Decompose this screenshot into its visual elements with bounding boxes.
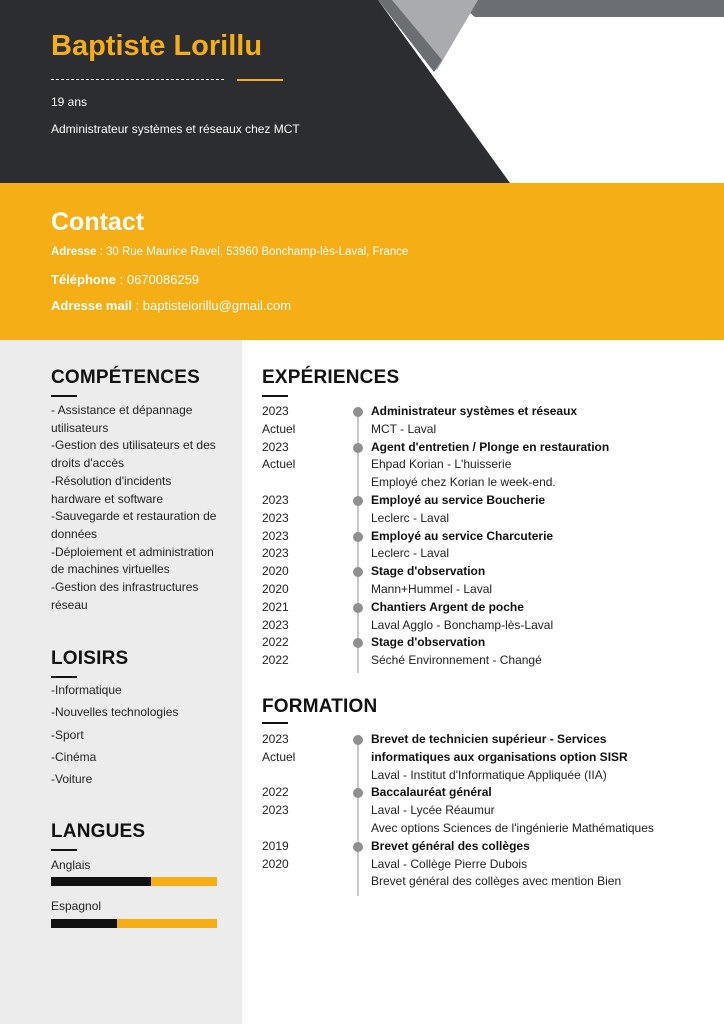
competence-line: -Déploiement et administration <box>51 544 214 559</box>
competence-line: -Gestion des utilisateurs et des <box>51 438 216 453</box>
timeline-entry-title: Agent d'entretien / Plonge en restauration <box>371 439 610 454</box>
timeline-dot <box>353 407 363 417</box>
timeline-date: Actuel <box>262 457 296 472</box>
competence-line: de machines virtuelles <box>51 562 170 577</box>
candidate-job-title: Administrateur systèmes et réseaux chez MCT <box>51 122 300 136</box>
langues-rule <box>51 849 77 851</box>
timeline-date: 2023 <box>262 732 289 746</box>
timeline-entry-title: Stage d'observation <box>371 635 486 650</box>
timeline-date: 2021 <box>262 599 289 614</box>
address-label: Adresse <box>51 246 97 258</box>
timeline-entry-detail: Employé chez Korian le week-end. <box>371 475 556 490</box>
timeline-dot <box>353 443 363 453</box>
timeline-date: Actuel <box>262 421 296 436</box>
timeline-entry-title: Brevet général des collèges <box>371 838 530 853</box>
formation-timeline-line <box>357 738 359 896</box>
name-divider <box>51 79 224 80</box>
timeline-date: 2023 <box>262 510 289 525</box>
timeline-dot <box>353 496 363 506</box>
timeline-entry-title: Chantiers Argent de poche <box>371 599 524 614</box>
language-level-bar-espagnol <box>51 919 217 928</box>
competence-line: hardware et software <box>51 491 164 506</box>
loisirs-rule <box>51 676 77 678</box>
loisir-item: -Voiture <box>51 772 93 787</box>
timeline-date: 2023 <box>262 439 289 454</box>
timeline-date: 2022 <box>262 653 289 668</box>
timeline-date: 2023 <box>262 803 289 818</box>
contact-phone <box>51 272 199 287</box>
loisir-item: -Cinéma <box>51 749 97 764</box>
language-name-espagnol: Espagnol <box>51 899 102 913</box>
cv-header <box>0 0 724 183</box>
timeline-entry-detail: MCT - Laval <box>371 421 437 436</box>
timeline-entry-detail: Brevet général des collèges avec mention Bien <box>371 874 622 889</box>
candidate-name: Baptiste Lorillu <box>51 30 263 62</box>
timeline-date: 2020 <box>262 581 289 596</box>
timeline-date: 2022 <box>262 635 289 650</box>
contact-email <box>51 298 291 313</box>
timeline-entry-detail: Leclerc - Laval <box>371 510 450 525</box>
language-level-fill <box>51 877 151 886</box>
competences-rule <box>51 395 77 397</box>
timeline-date: 2023 <box>262 617 289 632</box>
experiences-rule <box>262 395 288 397</box>
loisir-item: -Nouvelles technologies <box>51 705 179 720</box>
timeline-dot <box>353 842 363 852</box>
timeline-dot <box>353 735 363 745</box>
competence-line: - Assistance et dépannage <box>51 403 193 417</box>
language-name-anglais: Anglais <box>51 858 91 872</box>
timeline-dot <box>353 603 363 613</box>
competence-line: données <box>51 526 98 541</box>
timeline-entry-title: informatiques aux organisations option SISR <box>371 749 628 764</box>
candidate-age: 19 ans <box>51 95 88 109</box>
timeline-entry-detail: Séché Environnement - Changé <box>371 653 542 668</box>
timeline-entry-detail: Mann+Hummel - Laval <box>371 581 493 596</box>
competence-line: droits d'accès <box>51 456 124 471</box>
timeline-entry-detail: Laval - Institut d'Informatique Appliquée (IIA) <box>371 767 607 782</box>
contact-address <box>51 246 408 258</box>
timeline-entry-title: Employé au service Charcuterie <box>371 528 554 543</box>
phone-value: : 0670086259 <box>116 272 200 287</box>
experiences-title: EXPÉRIENCES <box>262 367 400 388</box>
timeline-date: 2020 <box>262 856 289 871</box>
email-label: Adresse mail <box>51 298 132 313</box>
competence-line: -Résolution d'incidents <box>51 473 172 488</box>
competences-list <box>51 402 216 614</box>
timeline-date: 2023 <box>262 528 289 543</box>
timeline-entry-title: Employé au service Boucherie <box>371 492 546 507</box>
formation-title: FORMATION <box>262 696 378 717</box>
loisirs-list <box>51 682 178 793</box>
email-value: : baptistelorillu@gmail.com <box>131 298 292 313</box>
timeline-dot <box>353 532 363 542</box>
timeline-entry-title: Stage d'observation <box>371 564 486 579</box>
loisirs-title: LOISIRS <box>51 648 129 669</box>
timeline-date: 2023 <box>262 546 289 561</box>
timeline-date: 2022 <box>262 785 289 800</box>
timeline-dot <box>353 567 363 577</box>
phone-label: Téléphone <box>51 272 117 287</box>
name-accent-line <box>237 79 283 81</box>
langues-title: LANGUES <box>51 821 146 842</box>
timeline-entry-title: Brevet de technicien supérieur - Services <box>371 732 607 746</box>
timeline-entry-detail: Ehpad Korian - L'huisserie <box>371 457 512 472</box>
timeline-dot <box>353 788 363 798</box>
address-value: : 30 Rue Maurice Ravel, 53960 Bonchamp-lès-Laval, France <box>96 246 409 258</box>
timeline-entry-detail: Leclerc - Laval <box>371 546 450 561</box>
language-level-fill <box>51 919 117 928</box>
contact-section <box>0 183 724 340</box>
timeline-entry-detail: Laval - Lycée Réaumur <box>371 803 495 818</box>
timeline-date: Actuel <box>262 749 296 764</box>
timeline-entry-detail: Avec options Sciences de l'ingénierie Mathématiques <box>371 820 654 835</box>
timeline-date: 2019 <box>262 838 289 853</box>
timeline-date: 2023 <box>262 492 289 507</box>
competence-line: -Sauvegarde et restauration de <box>51 509 217 524</box>
competences-title: COMPÉTENCES <box>51 367 200 388</box>
competence-line: -Gestion des infrastructures <box>51 580 199 595</box>
timeline-dot <box>353 638 363 648</box>
formation-rule <box>262 722 288 724</box>
timeline-entry-detail: Laval - Collège Pierre Dubois <box>371 856 528 871</box>
timeline-entry-detail: Laval Agglo - Bonchamp-lès-Laval <box>371 617 554 632</box>
loisir-item: -Informatique <box>51 683 122 697</box>
timeline-date: 2023 <box>262 404 289 418</box>
competence-line: réseau <box>51 597 88 612</box>
timeline-entry-title: Administrateur systèmes et réseaux <box>371 404 578 418</box>
timeline-date: 2020 <box>262 564 289 579</box>
timeline-entry-title: Baccalauréat général <box>371 785 492 800</box>
language-level-bar-anglais <box>51 877 217 886</box>
competence-line: utilisateurs <box>51 420 109 435</box>
header-decoration <box>0 0 724 183</box>
contact-title: Contact <box>51 208 145 236</box>
loisir-item: -Sport <box>51 727 84 742</box>
